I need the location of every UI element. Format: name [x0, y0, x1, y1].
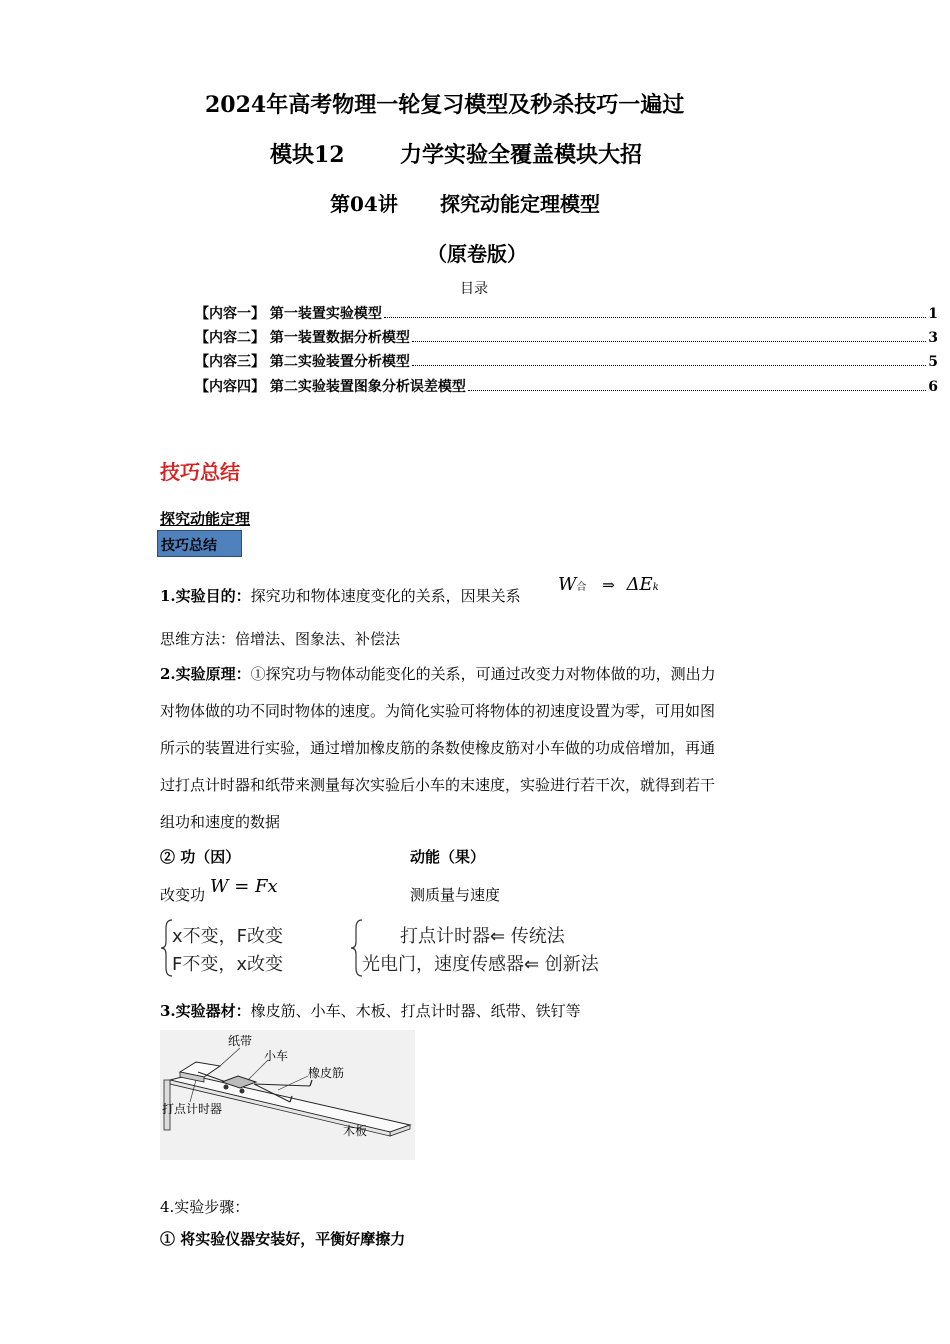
- method-left-1: x不变，F改变: [172, 926, 284, 947]
- method-right-1: 打点计时器⇐ 传统法: [400, 926, 565, 947]
- effect-label: 动能（果）: [410, 848, 486, 866]
- toc-item-page: 6: [928, 379, 938, 395]
- principle-label: 2.实验原理：: [160, 665, 251, 683]
- toc-item[interactable]: [195, 351, 938, 371]
- label-board: 木板: [343, 1124, 368, 1138]
- toc-heading: 目录: [460, 281, 488, 297]
- document-title: 2024年高考物理一轮复习模型及秒杀技巧一遍过: [205, 92, 685, 118]
- toc-item[interactable]: [195, 376, 938, 396]
- work-formula: W = Fx: [210, 876, 278, 897]
- purpose-line: [160, 585, 521, 606]
- toc-item-label: 【内容四】 第二实验装置图象分析误差模型: [195, 379, 466, 395]
- step-1: ① 将实验仪器安装好，平衡好摩擦力: [160, 1230, 406, 1248]
- label-timer: 打点计时器: [162, 1102, 223, 1116]
- summary-box: [157, 530, 242, 557]
- toc-item-label: 【内容二】 第一装置数据分析模型: [195, 330, 410, 346]
- lecture-title: 探究动能定理模型: [440, 192, 600, 216]
- principle-line: 过打点计时器和纸带来测量每次实验后小车的末速度，实验进行若干次，就得到若干: [160, 776, 716, 794]
- toc-item[interactable]: [195, 303, 938, 323]
- principle-paragraph: [160, 656, 792, 841]
- equipment-text: 橡皮筋、小车、木板、打点计时器、纸带、铁钉等: [250, 1002, 581, 1020]
- equipment-line: [160, 1000, 581, 1021]
- edition-label: （原卷版）: [427, 242, 527, 266]
- purpose-formula: [558, 574, 659, 595]
- section-heading: 技巧总结: [160, 460, 240, 484]
- toc-item-page: 3: [928, 330, 938, 346]
- label-rubber: 橡皮筋: [308, 1066, 345, 1080]
- formula-delta: ΔE: [626, 574, 653, 595]
- steps-heading: 4.实验步骤：: [160, 1198, 250, 1216]
- apparatus-figure: [160, 1030, 415, 1160]
- measure-label: 测质量与速度: [410, 886, 501, 904]
- cause-label: ② 功（因）: [160, 848, 241, 866]
- purpose-text: 探究功和物体速度变化的关系，因果关系: [250, 587, 521, 605]
- module-number: 模块12: [270, 142, 345, 168]
- toc-item-label: 【内容一】 第一装置实验模型: [195, 306, 382, 322]
- formula-k: k: [652, 582, 659, 593]
- principle-line: 所示的装置进行实验，通过增加橡皮筋的条数使橡皮筋对小车做的功成倍增加，再通: [160, 739, 716, 757]
- principle-line: 组功和速度的数据: [160, 813, 281, 831]
- toc-item[interactable]: [195, 327, 938, 347]
- equipment-label: 3.实验器材：: [160, 1002, 251, 1020]
- principle-line: 对物体做的功不同时物体的速度。为简化实验可将物体的初速度设置为零，可用如图: [160, 702, 716, 720]
- lecture-number: 第04讲: [330, 192, 398, 216]
- summary-box-label: 技巧总结: [161, 538, 217, 554]
- module-title: 力学实验全覆盖模块大招: [400, 142, 643, 168]
- label-tape: 纸带: [228, 1034, 253, 1048]
- toc-item-page: 1: [928, 306, 938, 322]
- purpose-label: 1.实验目的：: [160, 587, 251, 605]
- formula-w: W: [558, 574, 577, 595]
- label-cart: 小车: [264, 1049, 289, 1063]
- principle-line: ①探究功与物体动能变化的关系，可通过改变力对物体做的功，测出力: [250, 665, 716, 683]
- change-work-label: 改变功: [160, 886, 206, 904]
- toc-item-label: 【内容三】 第二实验装置分析模型: [195, 354, 410, 370]
- formula-sub: 合: [576, 582, 587, 593]
- thinking-methods: 思维方法：倍增法、图象法、补偿法: [160, 630, 401, 648]
- formula-arrow: ⇒: [602, 576, 615, 594]
- topic-title: 探究动能定理: [160, 510, 251, 528]
- toc-item-page: 5: [928, 354, 938, 370]
- method-left-2: F不变，x改变: [172, 954, 284, 975]
- method-right-2: 光电门，速度传感器⇐ 创新法: [362, 954, 599, 975]
